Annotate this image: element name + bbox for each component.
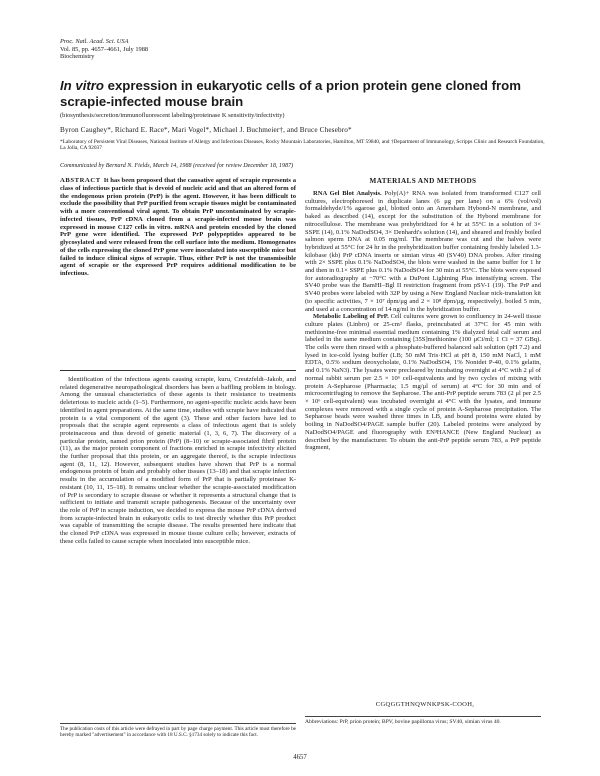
authors: Byron Caughey*, Richard E. Race*, Mari Vogel*, Michael J. Buchmeier†, and Bruce Chesebro* <box>60 126 352 134</box>
abstract-label: ABSTRACT <box>60 177 101 184</box>
right-column <box>305 177 541 452</box>
journal-header <box>60 38 148 61</box>
title-italic: In vitro <box>60 78 104 93</box>
page-number: 4657 <box>293 754 307 761</box>
article-title <box>60 78 540 109</box>
methods-paragraph-rna <box>305 190 541 313</box>
introduction-text: Identification of the infectious agents causing scrapie, kuru, Creutzfeldt–Jakob, and related degenerative neuropathological disorders has been a baffling problem in biology. Among the unusual characteristics of these agents is their resistance to treatments deleterious to nucleic acids (1–5). Furthermore, no agent-specific nucleic acids have been identified in agent preparations. At the same time, studies with scrapie have indicated that protein is a vital component of the agent (3). These and other factors have led to proposals that the scrapie agent represents a class of infectious agent that is solely proteinaceous and thus devoid of genetic material (1, 3, 6, 7). The discovery of a particular protein, named prion protein (PrP) (8–10) or scrapie-associated fibril protein (11), as the major protein component of fractions enriched in scrapie infectivity elicited the further proposal that this protein, or an aggregate thereof, is the scrapie infectious agent (8, 11, 12). However, subsequent studies have shown that PrP is a normal endogenous protein of brain and probably other tissues (13–18) and that scrapie infection results in the accumulation of a modified form of PrP that is partially proteinase K-resistant (10, 11, 15–18). It remains unclear whether the scrapie-associated modification of PrP is secondary to scrapie disease or whether it represents a structural change that is sufficient to initiate and transmit scrapie pathogenesis. Because of the uncertainty over the role of PrP in scrapie induction, we decided to express the mouse PrP cDNA derived from scrapie-infected brain in eukaryotic cells to test directly whether this PrP product was capable of transmitting the scrapie disease. The results presented here indicate that the cloned PrP cDNA was expressed in mouse tissue culture cells; however, extracts of these cells failed to cause scrapie when inoculated into susceptible mice. <box>60 376 296 545</box>
communicated-by: Communicated by Bernard N. Fields, March 14, 1988 (received for review December 18, 1987) <box>60 163 294 169</box>
methods-paragraph-labeling <box>305 313 541 452</box>
peptide-sequence: CGQGGTHNQWNKPSK-COOH, <box>375 701 475 708</box>
journal-volume: Vol. 85, pp. 4657–4661, July 1988 <box>60 45 149 53</box>
labeling-subheading: Metabolic Labeling of PrP. <box>313 313 389 321</box>
rna-blot-subheading: RNA Gel Blot Analysis. <box>313 190 382 197</box>
abbreviations: Abbreviations: PrP, prion protein; BPV, bovine papilloma virus; SV40, simian virus 40. <box>305 719 501 725</box>
journal-section: Biochemistry <box>60 53 95 61</box>
labeling-text: Cell cultures were grown to confluency in 24-well tissue culture plates (Linbro) or 25-cm² flasks, preincubated at 37°C for 45 min with methionine-free minimal essential medium containing 1% dialyzed fetal calf serum and labeled in the same medium containing [35S]methionine (100 μCi/ml; 1 Ci = 37 GBq). The cells were then rinsed with a phosphate-buffered balanced salt solution (pH 7.2) and lysed in ice-cold lysing buffer (LB; 50 mM Tris·HCl at pH 8, 150 mM NaCl, 1 mM EDTA, 0.5% sodium deoxycholate, 0.1% NaDodSO4, 1% Nonidet P-40, 0.1% gelatin, and 0.1% NaN3). The lysates were precleared by incubating overnight at 4°C with 2 μl of normal rabbit serum per 2.5 × 10⁶ cell-equivalents and by two cycles of mixing with protein A-Sepharose (Pharmacia; 1.5 mg/μl of serum) at 4°C for 30 min and of microcentrifuging to remove the Sepharose. The anti-PrP peptide serum 783 (2 μl per 2.5 × 10⁶ cell-equivalent) was incubated overnight at 4°C with the lysates, and immune complexes were removed with a single cycle of protein A-Sepharose precipitation. The Sepharose beads were washed three times in LB, and bound proteins were eluted by boiling in NaDodSO4/PAGE sample buffer (20). Labeled proteins were analyzed by NaDodSO4/PAGE and fluorography with EN³HANCE (New England Nuclear) as described by the manufacturer. To obtain the anti-PrP peptide serum 783, a PrP peptide fragment, <box>305 313 541 452</box>
methods-heading: MATERIALS AND METHODS <box>369 177 477 185</box>
abstract-divider <box>60 370 296 371</box>
abstract <box>60 177 296 278</box>
journal-name: Proc. Natl. Acad. Sci. USA <box>60 38 129 45</box>
title-rest: expression in eukaryotic cells of a prion protein gene cloned from scrapie-infected mouse brain <box>60 78 521 109</box>
publication-footnote: The publication costs of this article were defrayed in part by page charge payment. This article must therefore be hereby marked "advertisement" in accordance with 18 U.S.C. §1734 solely to indicate this fact. <box>60 726 296 739</box>
rna-blot-text: Poly(A)+ RNA was isolated from transformed C127 cell cultures, electrophoresed in duplicate lanes (6 μg per lane) on a 6% (vol/vol) formaldehyde/1% agarose gel, blotted onto an Amersham Hybond-N membrane, and baked as described (14), except for the substitution of the Hybond membrane for nitrocellulose. The membrane was prehybridized for 4 hr at 55°C in a solution of 3× SSPE (14), 0.1% NaDodSO4, 3× Denhardt's solution (14), and sheared and freshly boiled salmon sperm DNA at 0.05 mg/ml. The membrane was cut and the halves were hybridized at 55°C for 24 hr in the prehybridization buffer containing freshly labeled 1.3-kilobase (kb) PrP cDNA inserts or simian virus 40 (SV40) DNA probes. After rinsing with 2× SSPE plus 0.1% NaDodSO4, the blots were washed in the same buffer for 1 hr and then in 0.1× SSPE plus 0.1% NaDodSO4 for 30 min at 55°C. The blots were exposed for autoradiography at −70°C with a DuPont Lightning Plus intensifying screen. The SV40 probe was the BamHI–Bgl II restriction fragment from pSV-1 (19). The PrP and SV40 probes were labeled with 32P by using a New England Nuclear nick-translation kit (to specific activities, 7 × 10⁷ dpm/μg and 2 × 10⁸ dpm/μg, respectively). boiled 5 min, and used at a concentration of 14 ng/ml in the hybridization buffer. <box>305 190 541 313</box>
abstract-text: It has been proposed that the causative agent of scrapie represents a class of infectious particle that is devoid of nucleic acid and that an altered form of the endogenous prion protein (PrP) is the agent. However, it has been difficult to exclude the possibility that PrP purified from scrapie tissues might be contaminated with a more conventional viral agent. To obtain PrP uncontaminated by scrapie-infected tissues, PrP cDNA cloned from a scrapie-infected mouse brain was expressed in mouse C127 cells in vitro. mRNA and protein encoded by the cloned PrP gene were identified. The expressed PrP polypeptides appeared to be glycosylated and were released from the cell surface into the medium. Homogenates of the cells expressing the cloned PrP gene were inoculated into susceptible mice but failed to induce clinical signs of scrapie. Thus, either PrP is not the transmissible agent of scrapie or the expressed PrP requires additional modification to be infectious. <box>60 177 296 277</box>
keywords: (biosynthesis/secretion/immunofluorescent labeling/proteinase K sensitivity/infectivity) <box>60 112 285 119</box>
footnote-divider <box>60 723 296 724</box>
abbreviations-divider <box>305 716 541 717</box>
affiliations: *Laboratory of Persistent Viral Diseases, National Institute of Allergy and Infectious Diseases, Rocky Mountain Laboratories, Hamilton, MT 59840, and †Department of Immunology, Scripps Clinic and Research Foundation, La Jolla, CA 92037 <box>60 139 545 152</box>
